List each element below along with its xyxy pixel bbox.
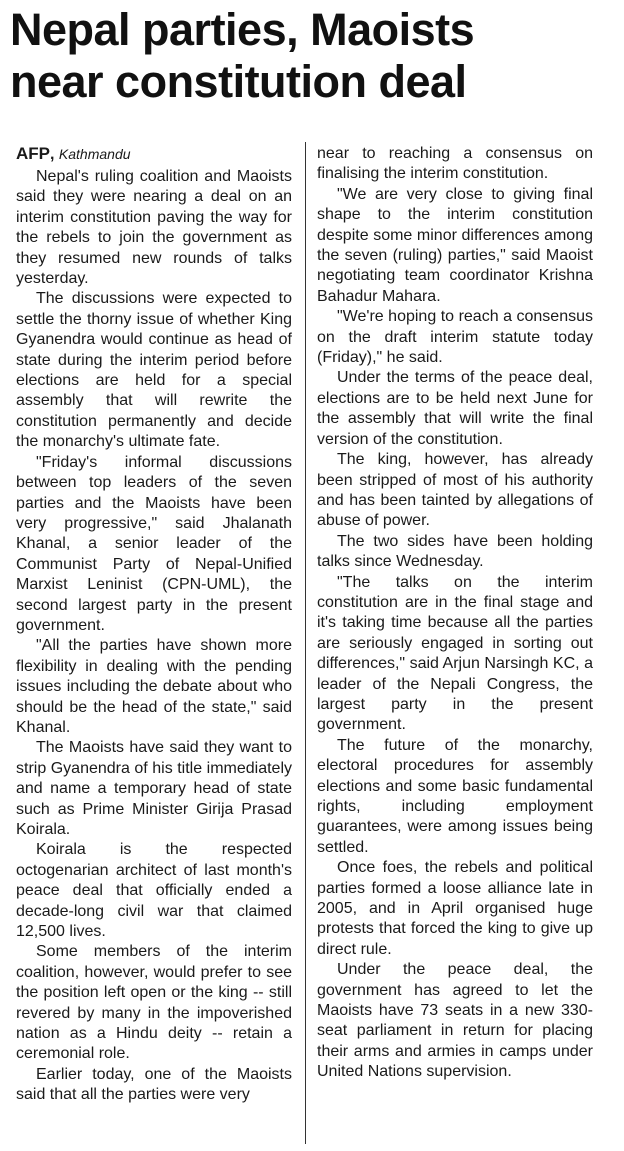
byline-separator: ,	[50, 146, 55, 163]
newspaper-clipping	[6, 0, 616, 1149]
paragraph: Some members of the interim coalition, however, would prefer to see the position left open or the king -- still revered by many in the impoverished nation as a Hindu deity -- retain a ceremonial role.	[16, 943, 292, 1063]
headline-line-1: Nepal parties, Maoists	[10, 4, 475, 55]
paragraph: Once foes, the rebels and political parties formed a loose alliance late in 2005, and in April organised huge protests that forced the king to give up direct rule.	[317, 859, 593, 958]
paragraph: Nepal's ruling coalition and Maoists said they were nearing a deal on an interim constitution paving the way for the rebels to join the government as they resumed new rounds of talks yesterday.	[16, 168, 292, 288]
headline-line-2: near constitution deal	[10, 56, 467, 107]
paragraph: "The talks on the interim constitution are in the final stage and it's taking time because all the parties are seriously engaged in sorting out differences," said Arjun Narsingh KC, a leader of the Nepali Congress, the largest party in the present government.	[317, 573, 593, 734]
paragraph: "Friday's informal discussions between top leaders of the seven parties and the Maoists have been very progressive," said Jhalanath Khanal, a senior leader of the Communist Party of Nepal-Unified Marxist Leninist (CPN-UML), the second largest party in the present government.	[16, 453, 292, 634]
paragraph: The two sides have been holding talks since Wednesday.	[317, 532, 593, 571]
right-column	[317, 144, 593, 1083]
paragraph: Under the terms of the peace deal, elections are to be held next June for the assembly that will write the final version of the constitution.	[317, 369, 593, 448]
byline	[16, 144, 292, 165]
paragraph: "We are very close to giving final shape to the interim constitution despite some minor differences among the seven (ruling) parties," said Maoist negotiating team coordinator Krishna Bahadur Mahara.	[317, 185, 593, 305]
byline-agency: AFP	[16, 144, 50, 163]
paragraph: The discussions were expected to settle the thorny issue of whether King Gyanendra would continue as head of state during the interim period before elections are held for a special assembly that will rewrite the constitution permanently and decide the monarchy's ultimate fate.	[16, 290, 292, 451]
paragraph: The future of the monarchy, electoral procedures for assembly elections and some basic fundamental rights, including employment guarantees, were among issues being settled.	[317, 736, 593, 856]
paragraph: Earlier today, one of the Maoists said that all the parties were very	[16, 1065, 292, 1104]
paragraph-continuation: near to reaching a consensus on finalising the interim constitution.	[317, 145, 593, 183]
column-divider	[305, 142, 306, 1144]
left-column	[16, 144, 292, 1106]
byline-place: Kathmandu	[58, 146, 131, 162]
paragraph: Koirala is the respected octogenarian architect of last month's peace deal that officially ended a decade-long civil war that claimed 12,500 lives.	[16, 841, 292, 941]
headline	[10, 4, 610, 108]
paragraph: "All the parties have shown more flexibility in dealing with the pending issues including the debate about who should be the head of the state," said Khanal.	[16, 637, 292, 736]
paragraph: The king, however, has already been stripped of most of his authority and has been tainted by allegations of abuse of power.	[317, 451, 593, 530]
paragraph: Under the peace deal, the government has agreed to let the Maoists have 73 seats in a new 330-seat parliament in return for placing their arms and armies in camps under United Nations supervision.	[317, 961, 593, 1081]
paragraph: "We're hoping to reach a consensus on the draft interim statute today (Friday)," he said.	[317, 308, 593, 367]
paragraph: The Maoists have said they want to strip Gyanendra of his title immediately and name a temporary head of state such as Prime Minister Girija Prasad Koirala.	[16, 739, 292, 838]
